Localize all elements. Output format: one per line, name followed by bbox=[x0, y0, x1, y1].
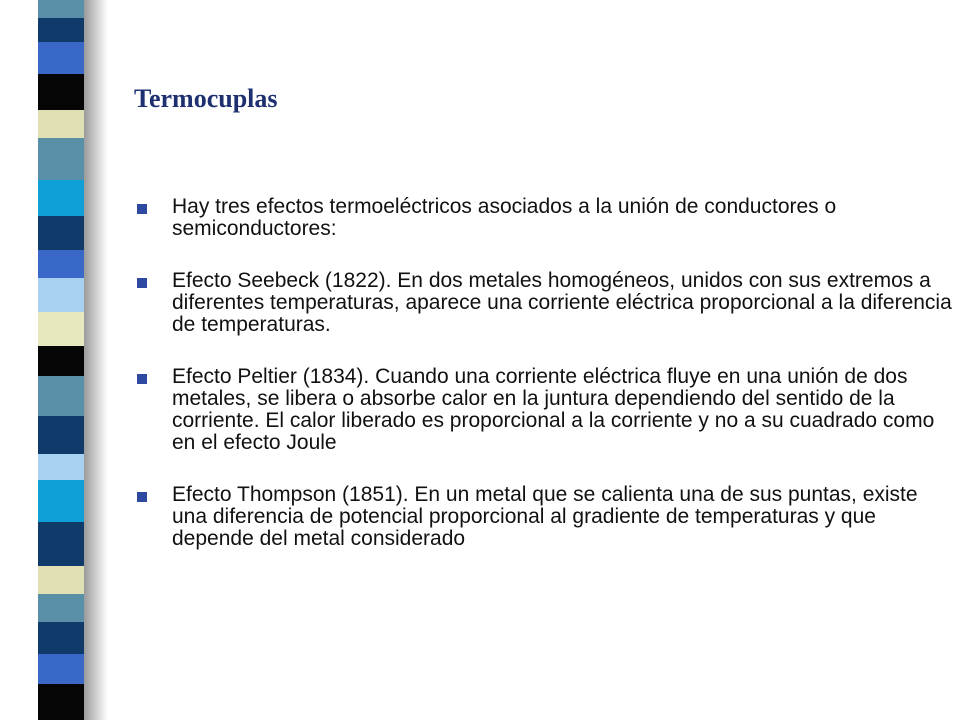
square-bullet-icon bbox=[137, 492, 147, 502]
stripe-block bbox=[38, 654, 84, 684]
stripe-block bbox=[38, 376, 84, 416]
bullet-list bbox=[134, 196, 954, 580]
stripe-block bbox=[38, 42, 84, 74]
stripe-block bbox=[38, 622, 84, 654]
stripe-block bbox=[38, 522, 84, 566]
stripe-block bbox=[38, 0, 84, 18]
square-bullet-icon bbox=[137, 278, 147, 288]
stripe-block bbox=[38, 454, 84, 480]
stripe-block bbox=[38, 684, 84, 720]
bullet-text: Efecto Peltier (1834). Cuando una corriente eléctrica fluye en una unión de dos metales, se libera o absorbe calor en la juntura dependiendo del sentido de la corriente. El calor liberado es proporcional a la corriente y no a su cuadrado como en el efecto Joule bbox=[172, 365, 935, 454]
bullet-text: Hay tres efectos termoeléctricos asociados a la unión de conductores o semiconductores: bbox=[172, 195, 837, 240]
bullet-item-intro bbox=[134, 196, 954, 240]
square-bullet-icon bbox=[137, 204, 147, 214]
bullet-item-peltier bbox=[134, 366, 954, 454]
stripe-block bbox=[38, 278, 84, 312]
stripe-block bbox=[38, 138, 84, 180]
stripe-block bbox=[38, 416, 84, 454]
stripe-block bbox=[38, 312, 84, 346]
slide-title: Termocuplas bbox=[134, 84, 278, 113]
bullet-item-thompson bbox=[134, 484, 954, 550]
stripe-shadow bbox=[84, 0, 108, 720]
square-bullet-icon bbox=[137, 374, 147, 384]
stripe-block bbox=[38, 346, 84, 376]
stripe-block bbox=[38, 250, 84, 278]
bullet-text: Efecto Thompson (1851). En un metal que se calienta una de sus puntas, existe una diferencia de potencial proporcional al gradiente de temperaturas y que depende del metal considerado bbox=[172, 483, 918, 550]
bullet-item-seebeck bbox=[134, 270, 954, 336]
stripe-block bbox=[38, 566, 84, 594]
stripe-block bbox=[38, 180, 84, 216]
bullet-text: Efecto Seebeck (1822). En dos metales homogéneos, unidos con sus extremos a diferentes temperaturas, aparece una corriente eléctrica proporcional a la diferencia de temperaturas. bbox=[172, 269, 952, 336]
stripe-block bbox=[38, 216, 84, 250]
stripe-block bbox=[38, 74, 84, 110]
stripe-block bbox=[38, 18, 84, 42]
stripe-block bbox=[38, 110, 84, 138]
stripe-block bbox=[38, 594, 84, 622]
decorative-stripe-bar bbox=[38, 0, 84, 720]
stripe-block bbox=[38, 480, 84, 522]
